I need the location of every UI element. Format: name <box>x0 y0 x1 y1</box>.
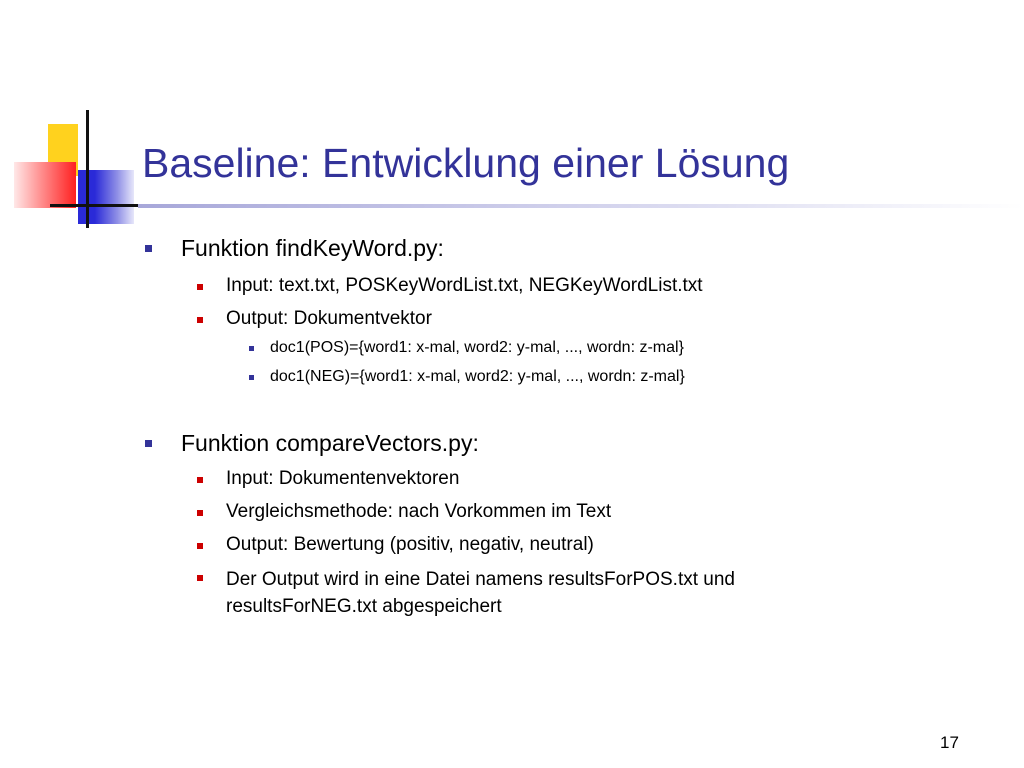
sub-list-item-text: doc1(NEG)={word1: x-mal, word2: y-mal, ..., wordn: z-mal} <box>270 368 685 385</box>
list-item-text: Input: text.txt, POSKeyWordList.txt, NEGKeyWordList.txt <box>226 275 703 296</box>
bullet-square-icon <box>197 543 203 549</box>
section-heading-text: Funktion compareVectors.py: <box>181 430 479 456</box>
list-item-text: Input: Dokumentenvektoren <box>226 468 460 489</box>
list-item-text: Vergleichsmethode: nach Vorkommen im Text <box>226 501 612 522</box>
list-item <box>226 501 611 523</box>
list-item-text: Der Output wird in eine Datei namens resultsForPOS.txt und resultsForNEG.txt abgespeichert <box>226 569 736 617</box>
sub-list-item <box>270 339 684 357</box>
slide-title: Baseline: Entwicklung einer Lösung <box>142 140 790 186</box>
decoration-horizontal-line <box>50 204 140 207</box>
title-underline <box>138 204 1024 208</box>
list-item <box>226 566 886 620</box>
list-item <box>226 308 432 330</box>
bullet-square-icon <box>249 375 254 380</box>
bullet-square-icon <box>197 317 203 323</box>
section-heading-findkeyword <box>181 235 444 262</box>
decoration-vertical-line <box>86 110 89 228</box>
list-item-text: Output: Dokumentvektor <box>226 308 432 329</box>
bullet-square-icon <box>249 346 254 351</box>
decoration-red-square <box>14 162 76 208</box>
section-heading-compareVectors <box>181 430 479 457</box>
sub-list-item <box>270 368 685 386</box>
list-item <box>226 468 459 490</box>
sub-list-item-text: doc1(POS)={word1: x-mal, word2: y-mal, ..., wordn: z-mal} <box>270 339 684 356</box>
list-item-text: Output: Bewertung (positiv, negativ, neutral) <box>226 534 594 555</box>
bullet-square-icon <box>145 440 152 447</box>
bullet-square-icon <box>197 575 203 581</box>
bullet-square-icon <box>197 510 203 516</box>
bullet-square-icon <box>197 284 203 290</box>
list-item <box>226 534 594 556</box>
bullet-square-icon <box>197 477 203 483</box>
page-number: 17 <box>940 733 959 752</box>
section-heading-text: Funktion findKeyWord.py: <box>181 235 444 261</box>
bullet-square-icon <box>145 245 152 252</box>
list-item <box>226 275 703 297</box>
